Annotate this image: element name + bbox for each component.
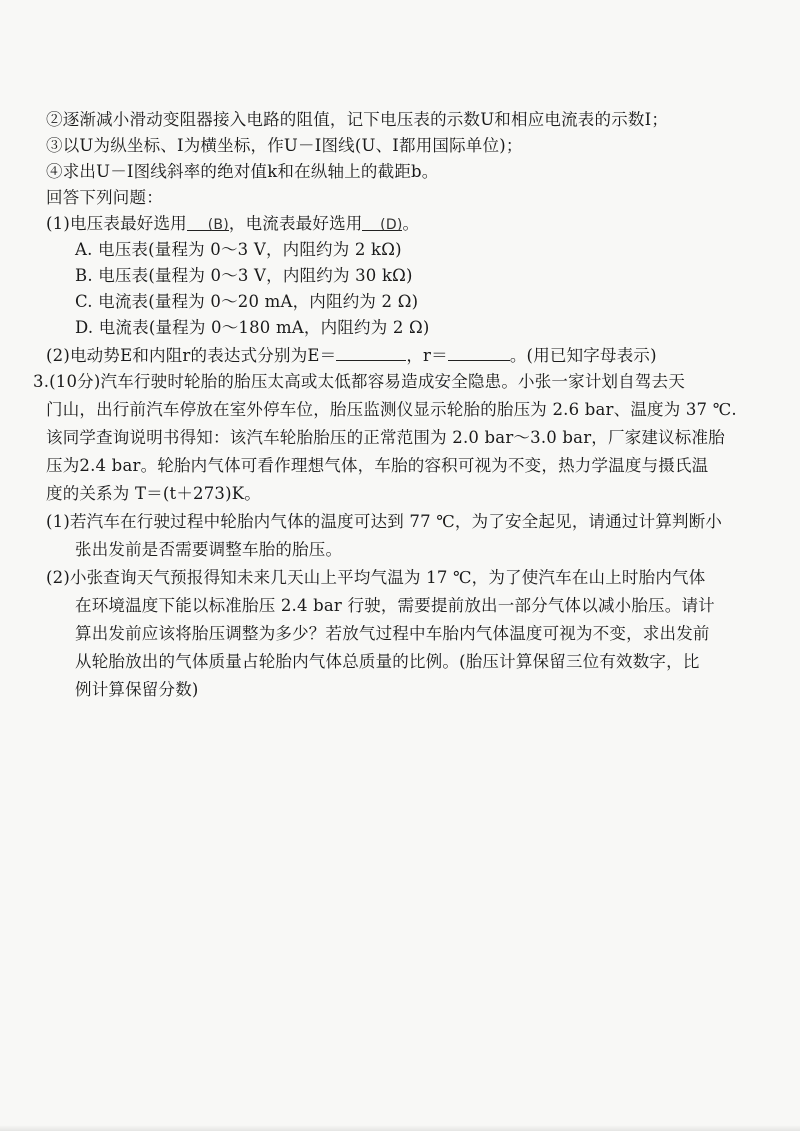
question-1-prefix: (1)电压表最好选用 xyxy=(46,214,187,233)
problem-3-part-2-line-5: 例计算保留分数) xyxy=(75,680,199,699)
voltmeter-answer-blank[interactable] xyxy=(187,212,229,231)
problem-3-line-4: 压为2.4 bar。轮胎内气体可看作理想气体，车胎的容积可视为不变，热力学温度与摄氏温 xyxy=(46,456,709,475)
question-2-prefix: (2)电动势E和内阻r的表达式分别为E＝ xyxy=(46,346,337,365)
ammeter-answer-blank[interactable] xyxy=(362,212,402,231)
question-2-middle: ，r＝ xyxy=(406,346,448,365)
option-c: C. 电流表(量程为 0～20 mA，内阻约为 2 Ω) xyxy=(75,292,419,311)
problem-3-line-5: 度的关系为 T＝(t＋273)K。 xyxy=(46,484,261,503)
problem-3-part-1-line-1: (1)若汽车在行驶过程中轮胎内气体的温度可达到 77 ℃，为了安全起见，请通过计算判断小 xyxy=(46,512,723,531)
step-2-text: ②逐渐减小滑动变阻器接入电路的阻值，记下电压表的示数U和相应电流表的示数I； xyxy=(46,110,669,129)
step-3-text: ③以U为纵坐标、I为横坐标，作U－I图线(U、I都用国际单位)； xyxy=(46,136,523,155)
problem-3-part-1-line-2: 张出发前是否需要调整车胎的胎压。 xyxy=(75,540,343,559)
option-b: B. 电压表(量程为 0～3 V，内阻约为 30 kΩ) xyxy=(75,266,413,285)
option-a: A. 电压表(量程为 0～3 V，内阻约为 2 kΩ) xyxy=(75,240,402,259)
problem-3-part-2-line-3: 算出发前应该将胎压调整为多少？若放气过程中车胎内气体温度可视为不变，求出发前 xyxy=(75,624,710,643)
answer-prompt: 回答下列问题： xyxy=(46,188,163,207)
ammeter-answer: (D) xyxy=(380,217,403,233)
question-1-line xyxy=(46,212,419,236)
problem-3-part-2-line-1: (2)小张查询天气预报得知未来几天山上平均气温为 17 ℃，为了使汽车在山上时胎内气体 xyxy=(46,568,706,587)
problem-3-part-2-line-4: 从轮胎放出的气体质量占轮胎内气体总质量的比例。(胎压计算保留三位有效数字，比 xyxy=(75,652,700,671)
emf-answer-blank[interactable] xyxy=(336,342,406,361)
question-1-middle: ，电流表最好选用 xyxy=(228,214,363,233)
question-2-suffix: 。(用已知字母表示) xyxy=(509,346,657,365)
question-2-line xyxy=(46,342,657,368)
question-1-suffix: 。 xyxy=(402,214,420,233)
problem-3-part-2-line-2: 在环境温度下能以标准胎压 2.4 bar 行驶，需要提前放出一部分气体以减小胎压。请计 xyxy=(75,596,715,615)
problem-3-line-3: 该同学查询说明书得知：该汽车轮胎胎压的正常范围为 2.0 bar～3.0 bar，厂家建议标准胎 xyxy=(46,428,725,447)
problem-3-line-2: 门山，出行前汽车停放在室外停车位，胎压监测仪显示轮胎的胎压为 2.6 bar、温度为 37 ℃. xyxy=(46,400,737,419)
problem-3-line-1: 3.(10分)汽车行驶时轮胎的胎压太高或太低都容易造成安全隐患。小张一家计划自驾去天 xyxy=(33,372,686,391)
page-bottom-edge xyxy=(0,1125,800,1131)
option-d: D. 电流表(量程为 0～180 mA，内阻约为 2 Ω) xyxy=(75,318,430,337)
step-4-text: ④求出U－I图线斜率的绝对值k和在纵轴上的截距b。 xyxy=(46,162,439,181)
voltmeter-answer: (B) xyxy=(207,217,229,233)
resistance-answer-blank[interactable] xyxy=(448,342,510,361)
